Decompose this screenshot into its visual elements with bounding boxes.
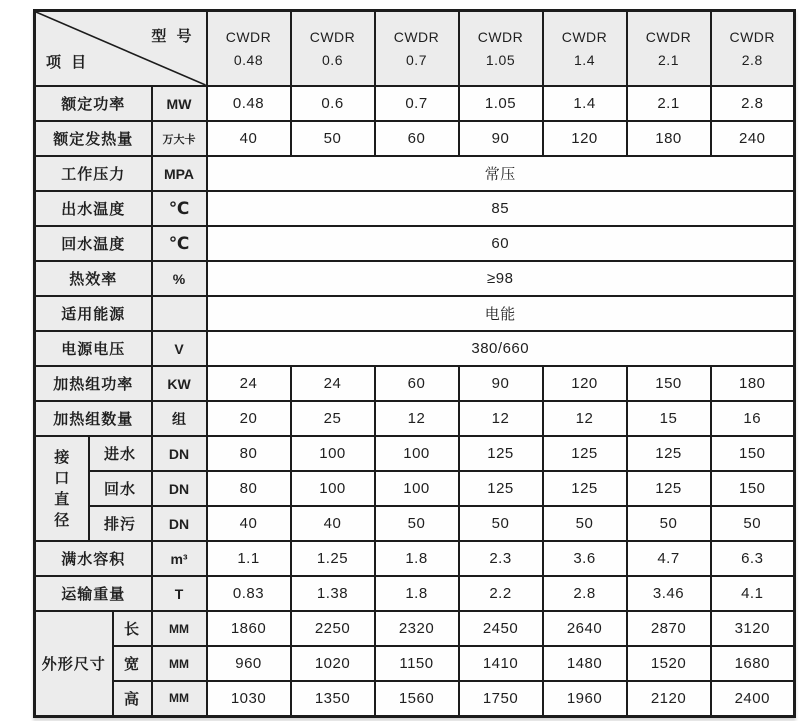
table-row-working-pressure: [35, 156, 795, 191]
value-cell: 2.8: [543, 576, 627, 611]
value-cell: 0.7: [375, 86, 459, 121]
model-series: CWDR: [309, 29, 356, 46]
span-value-cell: 380/660: [207, 331, 795, 366]
value-cell: 60: [375, 366, 459, 401]
value-cell: 2640: [543, 611, 627, 646]
unit-cell: %: [152, 261, 207, 296]
row-label: 加热组功率: [35, 366, 152, 401]
corner-model-label: 型 号: [151, 28, 195, 45]
sub-label: 高: [113, 681, 152, 716]
value-cell: 120: [543, 121, 627, 156]
value-cell: 1.05: [459, 86, 543, 121]
sub-label: 排污: [89, 506, 152, 541]
value-cell: 1.8: [375, 541, 459, 576]
value-cell: 16: [711, 401, 795, 436]
span-value-cell: ≥98: [207, 261, 795, 296]
table-row-rated-heat: [35, 121, 795, 156]
value-cell: 100: [291, 471, 375, 506]
table-row-pipe-inlet: [35, 436, 795, 471]
row-label: 回水温度: [35, 226, 152, 261]
value-cell: 1960: [543, 681, 627, 716]
value-cell: 12: [543, 401, 627, 436]
unit-cell: m³: [152, 541, 207, 576]
value-cell: 125: [459, 471, 543, 506]
unit-cell: 万大卡: [152, 121, 207, 156]
value-cell: 1.8: [375, 576, 459, 611]
value-cell: 2400: [711, 681, 795, 716]
unit-cell: V: [152, 331, 207, 366]
row-label: 出水温度: [35, 191, 152, 226]
value-cell: 3.6: [543, 541, 627, 576]
value-cell: 1.38: [291, 576, 375, 611]
value-cell: 1680: [711, 646, 795, 681]
unit-cell: MM: [152, 611, 207, 646]
value-cell: 180: [711, 366, 795, 401]
value-cell: 1150: [375, 646, 459, 681]
span-value-cell: 常压: [207, 156, 795, 191]
model-header-cell: [207, 11, 291, 87]
value-cell: 50: [459, 506, 543, 541]
model-number: 1.05: [485, 51, 516, 68]
diagonal-line: [36, 12, 206, 85]
span-value-cell: 85: [207, 191, 795, 226]
model-header-cell: [459, 11, 543, 87]
value-cell: 60: [375, 121, 459, 156]
value-cell: 6.3: [711, 541, 795, 576]
value-cell: 50: [375, 506, 459, 541]
unit-cell: DN: [152, 506, 207, 541]
table-row-water-volume: [35, 541, 795, 576]
span-value-cell: 60: [207, 226, 795, 261]
value-cell: 150: [711, 436, 795, 471]
value-cell: 1560: [375, 681, 459, 716]
value-cell: 90: [459, 366, 543, 401]
unit-cell: ℃: [152, 226, 207, 261]
value-cell: 120: [543, 366, 627, 401]
value-cell: 2.1: [627, 86, 711, 121]
row-label: 额定功率: [35, 86, 152, 121]
table-row-heater-group-count: [35, 401, 795, 436]
value-cell: 2320: [375, 611, 459, 646]
model-number: 2.8: [741, 51, 763, 68]
value-cell: 1.4: [543, 86, 627, 121]
row-label: 额定发热量: [35, 121, 152, 156]
table-row-thermal-efficiency: [35, 261, 795, 296]
value-cell: 125: [627, 436, 711, 471]
row-label: 满水容积: [35, 541, 152, 576]
value-cell: 1520: [627, 646, 711, 681]
value-cell: 3.46: [627, 576, 711, 611]
value-cell: 3120: [711, 611, 795, 646]
value-cell: 1.1: [207, 541, 291, 576]
row-label: 热效率: [35, 261, 152, 296]
value-cell: 2120: [627, 681, 711, 716]
sub-label: 回水: [89, 471, 152, 506]
model-series: CWDR: [645, 29, 692, 46]
unit-cell: MM: [152, 681, 207, 716]
model-number: 0.7: [406, 51, 427, 68]
table-row-energy-source: [35, 296, 795, 331]
value-cell: 12: [375, 401, 459, 436]
value-cell: 40: [291, 506, 375, 541]
value-cell: 125: [543, 471, 627, 506]
value-cell: 1020: [291, 646, 375, 681]
table-row-pipe-drain: [35, 506, 795, 541]
spec-table: [33, 9, 796, 718]
model-series: CWDR: [225, 29, 272, 46]
unit-cell: KW: [152, 366, 207, 401]
value-cell: 960: [207, 646, 291, 681]
value-cell: 4.7: [627, 541, 711, 576]
model-header-cell: [711, 11, 795, 87]
value-cell: 1750: [459, 681, 543, 716]
model-series: CWDR: [729, 29, 776, 46]
unit-cell: MW: [152, 86, 207, 121]
value-cell: 2.3: [459, 541, 543, 576]
unit-cell: DN: [152, 471, 207, 506]
value-cell: 0.48: [207, 86, 291, 121]
unit-cell: ℃: [152, 191, 207, 226]
table-row-heater-group-power: [35, 366, 795, 401]
row-label: 电源电压: [35, 331, 152, 366]
value-cell: 1410: [459, 646, 543, 681]
value-cell: 1030: [207, 681, 291, 716]
value-cell: 2870: [627, 611, 711, 646]
model-series: CWDR: [393, 29, 440, 46]
value-cell: 50: [711, 506, 795, 541]
value-cell: 100: [375, 436, 459, 471]
model-number: 1.4: [574, 51, 595, 68]
model-header-cell: [543, 11, 627, 87]
value-cell: 4.1: [711, 576, 795, 611]
unit-cell: T: [152, 576, 207, 611]
model-number: 0.6: [322, 51, 343, 68]
value-cell: 1.25: [291, 541, 375, 576]
corner-cell: [35, 11, 207, 87]
unit-cell: 组: [152, 401, 207, 436]
model-header-cell: [375, 11, 459, 87]
value-cell: 1350: [291, 681, 375, 716]
unit-cell: [152, 296, 207, 331]
table-row-dimension-length: [35, 611, 795, 646]
value-cell: 125: [459, 436, 543, 471]
value-cell: 2.8: [711, 86, 795, 121]
model-header-cell: [627, 11, 711, 87]
value-cell: 1860: [207, 611, 291, 646]
value-cell: 240: [711, 121, 795, 156]
model-series: CWDR: [477, 29, 524, 46]
group-label-pipe-diameter: 接口直径: [35, 436, 89, 541]
value-cell: 25: [291, 401, 375, 436]
table-row-return-temp: [35, 226, 795, 261]
span-value-cell: 电能: [207, 296, 795, 331]
table-row-dimension-width: [35, 646, 795, 681]
value-cell: 15: [627, 401, 711, 436]
unit-cell: MPA: [152, 156, 207, 191]
value-cell: 1480: [543, 646, 627, 681]
corner-box: [36, 12, 206, 85]
value-cell: 150: [627, 366, 711, 401]
sub-label: 进水: [89, 436, 152, 471]
corner-item-label: 项 目: [46, 54, 90, 71]
value-cell: 24: [207, 366, 291, 401]
value-cell: 0.83: [207, 576, 291, 611]
table-row-pipe-return: [35, 471, 795, 506]
table-row-supply-voltage: [35, 331, 795, 366]
value-cell: 20: [207, 401, 291, 436]
table-row-transport-weight: [35, 576, 795, 611]
value-cell: 50: [627, 506, 711, 541]
value-cell: 50: [291, 121, 375, 156]
model-number: 2.1: [658, 51, 679, 68]
value-cell: 90: [459, 121, 543, 156]
model-series: CWDR: [561, 29, 608, 46]
unit-cell: MM: [152, 646, 207, 681]
value-cell: 125: [543, 436, 627, 471]
header-row: [35, 11, 795, 87]
sub-label: 长: [113, 611, 152, 646]
value-cell: 2.2: [459, 576, 543, 611]
value-cell: 100: [291, 436, 375, 471]
value-cell: 125: [627, 471, 711, 506]
value-cell: 80: [207, 436, 291, 471]
value-cell: 150: [711, 471, 795, 506]
value-cell: 0.6: [291, 86, 375, 121]
table-row-dimension-height: [35, 681, 795, 716]
value-cell: 40: [207, 506, 291, 541]
value-cell: 100: [375, 471, 459, 506]
group-label-dimensions: 外形尺寸: [35, 611, 113, 716]
value-cell: 2450: [459, 611, 543, 646]
value-cell: 80: [207, 471, 291, 506]
value-cell: 50: [543, 506, 627, 541]
value-cell: 40: [207, 121, 291, 156]
model-number: 0.48: [233, 51, 264, 68]
table-row-outlet-temp: [35, 191, 795, 226]
unit-cell: DN: [152, 436, 207, 471]
table-row-rated-power: [35, 86, 795, 121]
row-label: 运输重量: [35, 576, 152, 611]
value-cell: 24: [291, 366, 375, 401]
sub-label: 宽: [113, 646, 152, 681]
value-cell: 180: [627, 121, 711, 156]
value-cell: 12: [459, 401, 543, 436]
value-cell: 2250: [291, 611, 375, 646]
row-label: 加热组数量: [35, 401, 152, 436]
row-label: 适用能源: [35, 296, 152, 331]
row-label: 工作压力: [35, 156, 152, 191]
model-header-cell: [291, 11, 375, 87]
